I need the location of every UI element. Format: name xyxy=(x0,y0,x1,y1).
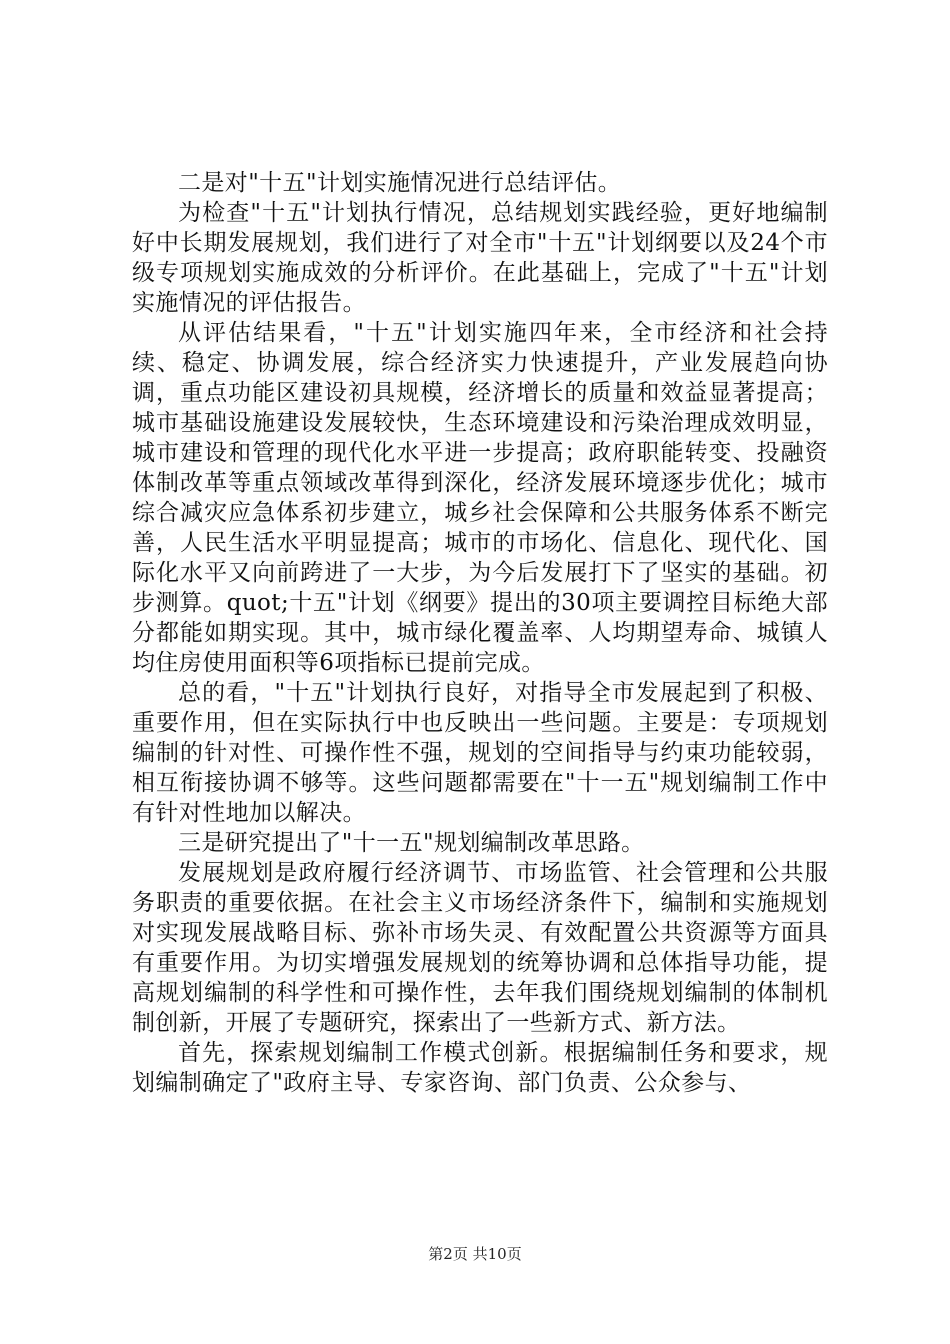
paragraph: 从评估结果看，"十五"计划实施四年来，全市经济和社会持续、稳定、协调发展，综合经济实力快速提升，产业发展趋向协调，重点功能区建设初具规模，经济增长的质量和效益显著提高；城市基础设施建设发展较快，生态环境建设和污染治理成效明显，城市建设和管理的现代化水平进一步提高；政府职能转变、投融资体制改革等重点领域改革得到深化，经济发展环境逐步优化；城市综合减灾应急体系初步建立，城乡社会保障和公共服务体系不断完善，人民生活水平明显提高；城市的市场化、信息化、现代化、国际化水平又向前跨进了一大步，为今后发展打下了坚实的基础。初步测算。quot;十五"计划《纲要》提出的30项主要调控目标绝大部分都能如期实现。其中，城市绿化覆盖率、人均期望寿命、城镇人均住房使用面积等6项指标已提前完成。 xyxy=(132,320,828,676)
paragraph: 发展规划是政府履行经济调节、市场监管、社会管理和公共服务职责的重要依据。在社会主义市场经济条件下，编制和实施规划对实现发展战略目标、弥补市场失灵、有效配置公共资源等方面具有重要作用。为切实增强发展规划的统筹协调和总体指导功能，提高规划编制的科学性和可操作性，去年我们围绕规划编制的体制机制创新，开展了专题研究，探索出了一些新方式、新方法。 xyxy=(132,860,828,1036)
paragraph: 首先，探索规划编制工作模式创新。根据编制任务和要求，规划编制确定了"政府主导、专家咨询、部门负责、公众参与、 xyxy=(132,1040,828,1096)
page-number-footer: 第2页 共10页 xyxy=(428,1245,522,1263)
document-body xyxy=(132,168,828,1098)
paragraph: 三是研究提出了"十一五"规划编制改革思路。 xyxy=(178,830,645,856)
paragraph: 为检查"十五"计划执行情况，总结规划实践经验，更好地编制好中长期发展规划，我们进行了对全市"十五"计划纲要以及24个市级专项规划实施成效的分析评价。在此基础上，完成了"十五"计划实施情况的评估报告。 xyxy=(132,200,828,316)
paragraph: 总的看，"十五"计划执行良好，对指导全市发展起到了积极、重要作用，但在实际执行中也反映出一些问题。主要是：专项规划编制的针对性、可操作性不强，规划的空间指导与约束功能较弱，相互衔接协调不够等。这些问题都需要在"十一五"规划编制工作中有针对性地加以解决。 xyxy=(132,680,828,826)
paragraph: 二是对"十五"计划实施情况进行总结评估。 xyxy=(178,170,622,196)
